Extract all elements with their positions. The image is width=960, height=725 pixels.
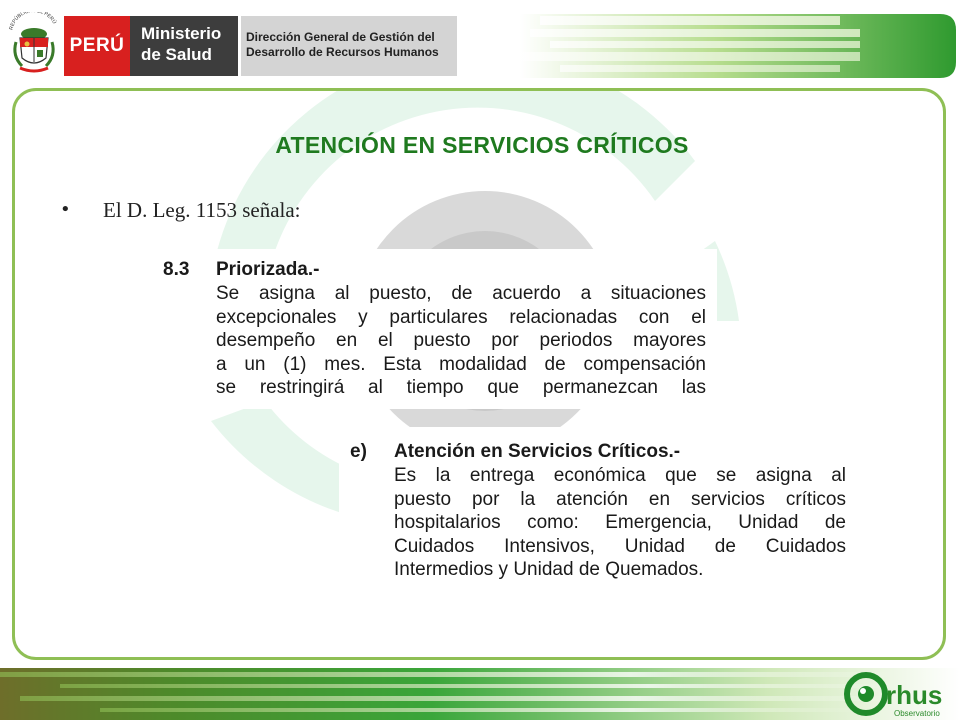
directorate-line-1: Dirección General de Gestión del	[246, 30, 435, 44]
law-excerpt-servicios-criticos	[339, 427, 859, 597]
ministry-name	[130, 16, 238, 76]
slide-title: ATENCIÓN EN SERVICIOS CRÍTICOS	[275, 132, 689, 158]
excerpt-number: e)	[350, 441, 367, 462]
excerpt-body	[394, 464, 846, 582]
excerpt-line: Cuidados Intensivos, Unidad de Cuidados	[394, 535, 846, 557]
directorate-name	[241, 16, 457, 76]
content-frame	[12, 88, 946, 660]
peru-label: PERÚ	[64, 16, 130, 76]
peru-crest-icon	[6, 12, 62, 76]
ministry-line-1: Ministerio	[141, 24, 222, 43]
ministry-line-2: de Salud	[141, 45, 212, 64]
excerpt-line: excepcionales y particulares relacionadas con el	[216, 306, 706, 328]
directorate-line-2: Desarrollo de Recursos Humanos	[246, 45, 439, 59]
bullet-text: El D. Leg. 1153 señala:	[103, 198, 301, 222]
excerpt-line: se restringirá al tiempo que permanezcan las	[216, 377, 706, 398]
excerpt-body	[216, 282, 706, 400]
footer-decoration	[0, 668, 960, 720]
logo-subtitle: Observatorio	[894, 709, 940, 718]
excerpt-line: hospitalarios como: Emergencia, Unidad de	[394, 512, 846, 533]
bullet-marker: •	[60, 199, 71, 220]
law-excerpt-priorizada	[153, 249, 717, 409]
svg-text:REPÚBLICA DEL PERÚ	[8, 12, 58, 31]
excerpt-heading: Priorizada.-	[216, 259, 320, 280]
excerpt-line: a un (1) mes. Esta modalidad de compensación	[216, 353, 706, 375]
excerpt-line: Se asigna al puesto, de acuerdo a situaciones	[216, 283, 706, 304]
crest-caption: REPÚBLIC L PERÚ	[8, 12, 58, 31]
logo-wordmark: rhus	[886, 680, 943, 710]
excerpt-line: desempeño en el puesto por periodos mayores	[216, 330, 706, 351]
header-decoration	[520, 10, 960, 82]
excerpt-line: puesto por la atención en servicios críticos	[394, 488, 846, 510]
orhus-logo	[836, 666, 956, 720]
excerpt-number: 8.3	[163, 259, 190, 280]
excerpt-heading: Atención en Servicios Críticos.-	[394, 441, 681, 462]
excerpt-line: Es la entrega económica que se asigna al	[394, 465, 846, 486]
excerpt-line: Intermedios y Unidad de Quemados.	[394, 559, 704, 580]
